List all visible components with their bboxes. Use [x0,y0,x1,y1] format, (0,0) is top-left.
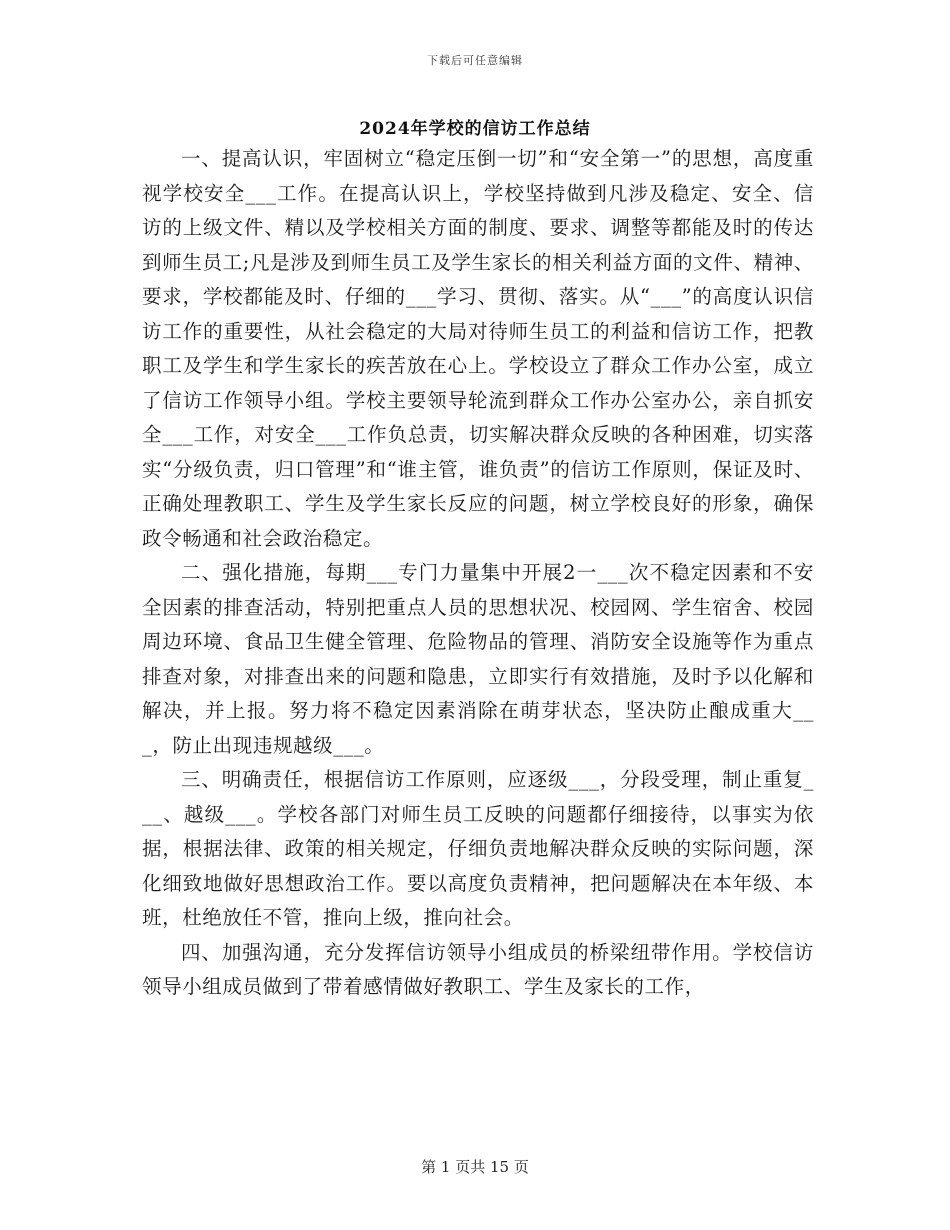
paragraph-3: 三、明确责任，根据信访工作原则，应逐级___，分段受理，制止重复___、越级___。学校各部门对师生员工反映的问题都仔细接待，以事实为依据，根据法律、政策的相关规定，仔细负责地解决群众反映的实际问题，深化细致地做好思想政治工作。要以高度负责精神，把问题解决在本年级、本班，杜绝放任不管，推向上级，推向社会。 [142,768,814,929]
page-header-note: 下载后可任意编辑 [427,54,523,67]
document-title: 2024年学校的信访工作总结 [359,119,591,139]
paragraph-4: 四、加强沟通，充分发挥信访领导小组成员的桥梁纽带作用。学校信访领导小组成员做到了带着感情做好教职工、学生及家长的工作， [142,940,814,998]
paragraph-1: 一、提高认识，牢固树立“稳定压倒一切”和“安全第一”的思想，高度重视学校安全___工作。在提高认识上，学校坚持做到凡涉及稳定、安全、信访的上级文件、精以及学校相关方面的制度、要求、调整等都能及时的传达到师生员工;凡是涉及到师生员工及学生家长的相关利益方面的文件、精神、要求，学校都能及时、仔细的___学习、贯彻、落实。从“___”的高度认识信访工作的重要性，从社会稳定的大局对待师生员工的利益和信访工作，把教职工及学生和学生家长的疾苦放在心上。学校设立了群众工作办公室，成立了信访工作领导小组。学校主要领导轮流到群众工作办公室办公，亲自抓安全___工作，对安全___工作负总责，切实解决群众反映的各种困难，切实落实“分级负责，归口管理”和“谁主管，谁负责”的信访工作原则，保证及时、正确处理教职工、学生及学生家长反应的问题，树立学校良好的形象，确保政令畅通和社会政治稳定。 [142,147,814,550]
paragraph-2: 二、强化措施，每期___专门力量集中开展2一___次不稳定因素和不安全因素的排查活动，特别把重点人员的思想状况、校园网、学生宿舍、校园周边环境、食品卫生健全管理、危险物品的管理、消防安全设施等作为重点排查对象，对排查出来的问题和隐患，立即实行有效措施，及时予以化解和解决，并上报。努力将不稳定因素消除在萌芽状态，坚决防止酿成重大___，防止出现违规越级___。 [142,561,814,757]
page-number: 第 1 页共 15 页 [421,1158,529,1176]
document-body [142,142,814,1005]
